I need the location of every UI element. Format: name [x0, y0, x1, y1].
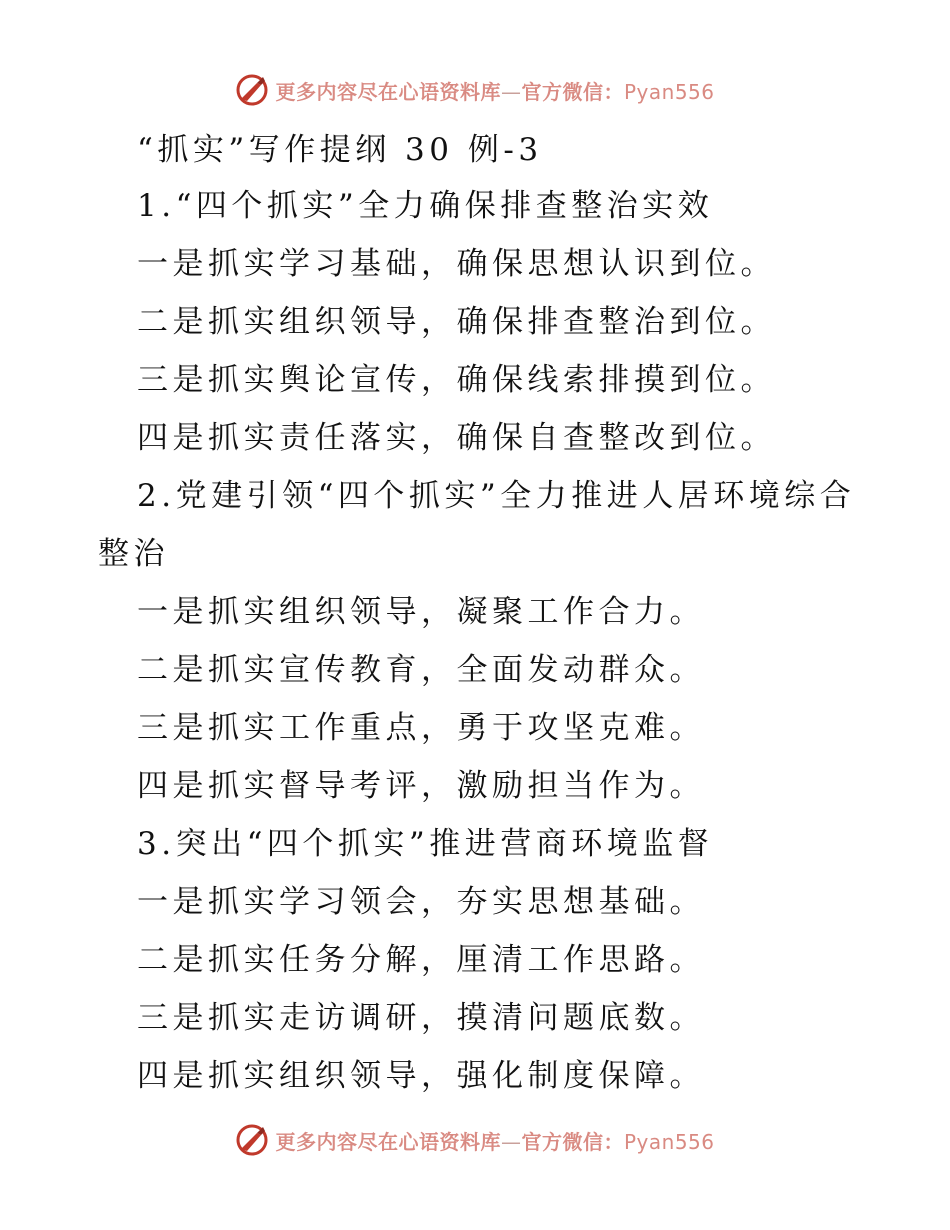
text-line: 一是抓实学习领会，夯实思想基础。 [137, 884, 705, 920]
watermark-header [0, 70, 950, 110]
pen-logo-icon [235, 1123, 269, 1157]
text-line: 一是抓实学习基础，确保思想认识到位。 [137, 246, 776, 282]
section-heading: 3.突出“四个抓实”推进营商环境监督 [137, 826, 714, 862]
watermark-footer [0, 1120, 950, 1160]
text-line: 二是抓实组织领导，确保排查整治到位。 [137, 304, 776, 340]
text-line: 二是抓实任务分解，厘清工作思路。 [137, 942, 705, 978]
section-heading: 2.党建引领“四个抓实”全力推进人居环境综合 [137, 478, 856, 514]
text-line: 一是抓实组织领导，凝聚工作合力。 [137, 594, 705, 630]
text-line: 四是抓实组织领导，强化制度保障。 [137, 1058, 705, 1094]
pen-logo-icon [235, 73, 269, 107]
text-line: 三是抓实舆论宣传，确保线索排摸到位。 [137, 362, 776, 398]
section-heading-continuation: 整治 [98, 536, 169, 572]
section-heading: 1.“四个抓实”全力确保排查整治实效 [137, 188, 714, 224]
text-line: 二是抓实宣传教育，全面发动群众。 [137, 652, 705, 688]
document-title: “抓实”写作提纲 30 例-3 [137, 132, 543, 168]
text-line: 四是抓实督导考评，激励担当作为。 [137, 768, 705, 804]
watermark-text: 更多内容尽在心语资料库—官方微信：Pyan556 [275, 79, 715, 104]
text-line: 三是抓实走访调研，摸清问题底数。 [137, 1000, 705, 1036]
watermark-text: 更多内容尽在心语资料库—官方微信：Pyan556 [275, 1129, 715, 1154]
text-line: 三是抓实工作重点，勇于攻坚克难。 [137, 710, 705, 746]
text-line: 四是抓实责任落实，确保自查整改到位。 [137, 420, 776, 456]
